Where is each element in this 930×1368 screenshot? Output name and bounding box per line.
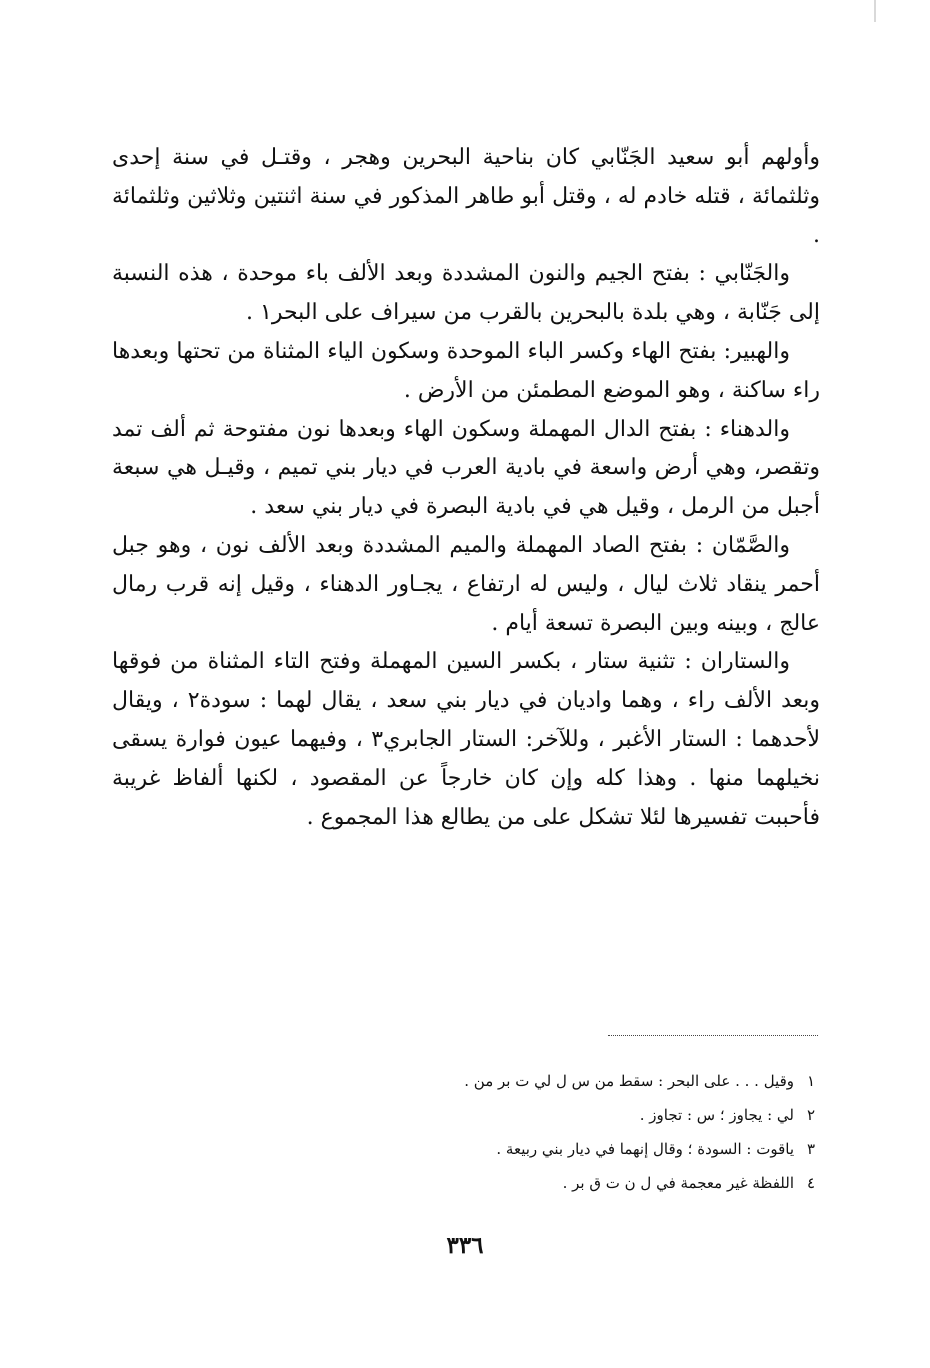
- footnote-number: ٤: [806, 1174, 816, 1192]
- paragraph: والصَّمّان : بفتح الصاد المهملة والميم المشددة وبعد الألف نون ، وهو جبل أحمر ينقاد ثلاث ليال ، وليس له ارتفاع ، يجـاور الدهناء ، وقيل إنه قرب رمال عالج ، وبينه وبين البصرة تسعة أيام .: [112, 532, 820, 636]
- paragraph: وأولهم أبو سعيد الجَنّابي كان بناحية البحرين وهجر ، وقتـل في سنة إحدى وثلثمائة ، قتله خادم له ، وقتل أبو طاهر المذكور في سنة اثنتين وثلاثين وثلثمائة .: [112, 145, 820, 248]
- footnote-text: ياقوت : السودة ؛ وقال إنهما في ديار بني ربيعة .: [496, 1140, 794, 1158]
- paragraph: والجَنّابي : بفتح الجيم والنون المشددة وبعد الألف باء موحدة ، هذه النسبة إلى جَنّابة ، وهي بلدة بالبحرين بالقرب من سيراف على البحر١ .: [112, 261, 820, 326]
- footnote-text: اللفظة غير معجمة في ل ن ت ق بر .: [562, 1174, 794, 1192]
- footnote-text: وقيل . . . على البحر : سقط من س ل لي ت بر من .: [464, 1072, 794, 1090]
- footnote-divider: [608, 1035, 818, 1036]
- main-text-block: [112, 139, 820, 837]
- footnote-number: ٣: [806, 1140, 816, 1158]
- paragraph: والهبير: بفتح الهاء وكسر الباء الموحدة وسكون الياء المثناة من تحتها وبعدها راء ساكنة ، وهو الموضع المطمئن من الأرض .: [112, 338, 820, 403]
- footnote: [300, 1132, 818, 1166]
- page-number: ٣٣٦: [446, 1232, 484, 1259]
- footnote-number: ٢: [806, 1106, 816, 1124]
- scan-edge-mark: [874, 0, 876, 22]
- footnote-number: ١: [806, 1072, 816, 1090]
- footnotes-block: [300, 1064, 818, 1200]
- footnote: [300, 1166, 818, 1200]
- paragraph: والستاران : تثنية ستار ، بكسر السين المهملة وفتح التاء المثناة من فوقها وبعد الألف راء ، وهما واديان في ديار بني سعد ، يقال لهما : سودة٢ ، ويقال لأحدهما : الستار الأغبر ، وللآخر: الستار الجابري٣ ، وفيهما عيون فوارة يسقى نخيلهما منها . وهذا كله وإن كان خارجاً عن المقصود ، لكنها ألفاظ غريبة فأحببت تفسيرها لئلا تشكل على من يطالع هذا المجموع .: [112, 649, 820, 830]
- footnote: [300, 1098, 818, 1132]
- footnote-text: لي : يجاوز ؛ س : تجاوز .: [639, 1106, 794, 1124]
- paragraph: والدهناء : بفتح الدال المهملة وسكون الهاء وبعدها نون مفتوحة ثم ألف تمد وتقصر، وهي أرض واسعة في بادية العرب في ديار بني تميم ، وقيـل هي سبعة أجبل من الرمل ، وقيل هي في بادية البصرة في ديار بني سعد .: [112, 416, 820, 520]
- footnote: [300, 1064, 818, 1098]
